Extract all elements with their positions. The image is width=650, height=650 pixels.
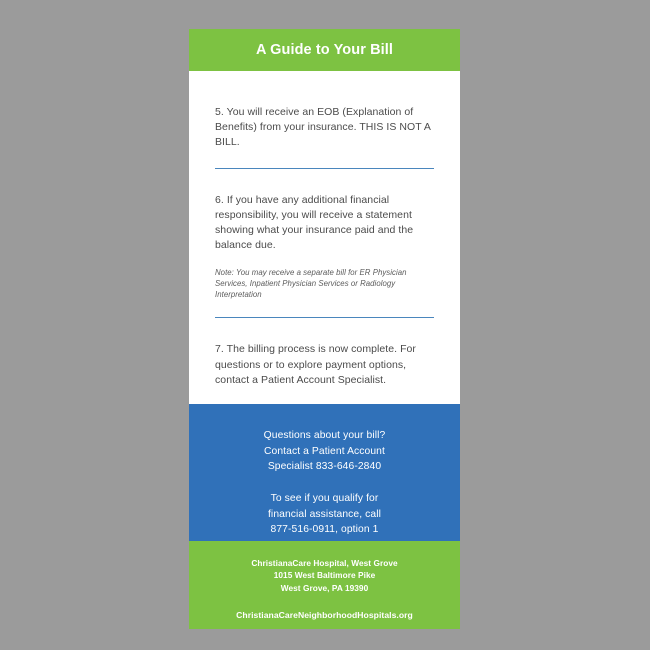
assistance-line-1: To see if you qualify for (270, 492, 379, 504)
questions-line-3: Specialist 833-646-2840 (267, 461, 382, 473)
assistance-line-2: financial assistance, call (267, 508, 382, 520)
address-line-2: 1015 West Baltimore Pike (273, 570, 376, 581)
questions-line-2: Contact a Patient Account (263, 445, 385, 457)
assistance-line-3: 877-516-0911, option 1 (270, 524, 379, 536)
footer-website-link[interactable]: ChristianaCareNeighborhoodHospitals.org (236, 610, 413, 621)
page-title: A Guide to Your Bill (255, 42, 394, 58)
footer-section (189, 541, 460, 629)
step-7-text: 7. The billing process is now complete. For questions or to explore payment options, contact a Patient Account Specialist. (215, 343, 416, 386)
address-line-1: ChristianaCare Hospital, West Grove (251, 558, 398, 568)
spacer-2 (215, 318, 434, 342)
steps-section (189, 71, 460, 404)
step-5-text: 5. You will receive an EOB (Explanation of Benefits) from your insurance. THIS IS NOT A BILL. (215, 106, 431, 149)
questions-block (264, 428, 386, 475)
contact-section (189, 404, 460, 541)
step-6-text: 6. If you have any additional financial responsibility, you will receive a statement showing what your insurance paid and the balance due. (215, 193, 414, 252)
questions-line-1: Questions about your bill? (263, 430, 386, 441)
card-header (189, 29, 460, 71)
financial-assistance-block (268, 491, 381, 538)
spacer-1 (215, 169, 434, 193)
brochure-card (189, 29, 460, 629)
footer-address (251, 557, 397, 594)
address-line-3: West Grove, PA 19390 (280, 582, 369, 593)
step-6-note: Note: You may receive a separate bill for ER Physician Services, Inpatient Physician Services or Radiology Interpretation (215, 267, 407, 300)
